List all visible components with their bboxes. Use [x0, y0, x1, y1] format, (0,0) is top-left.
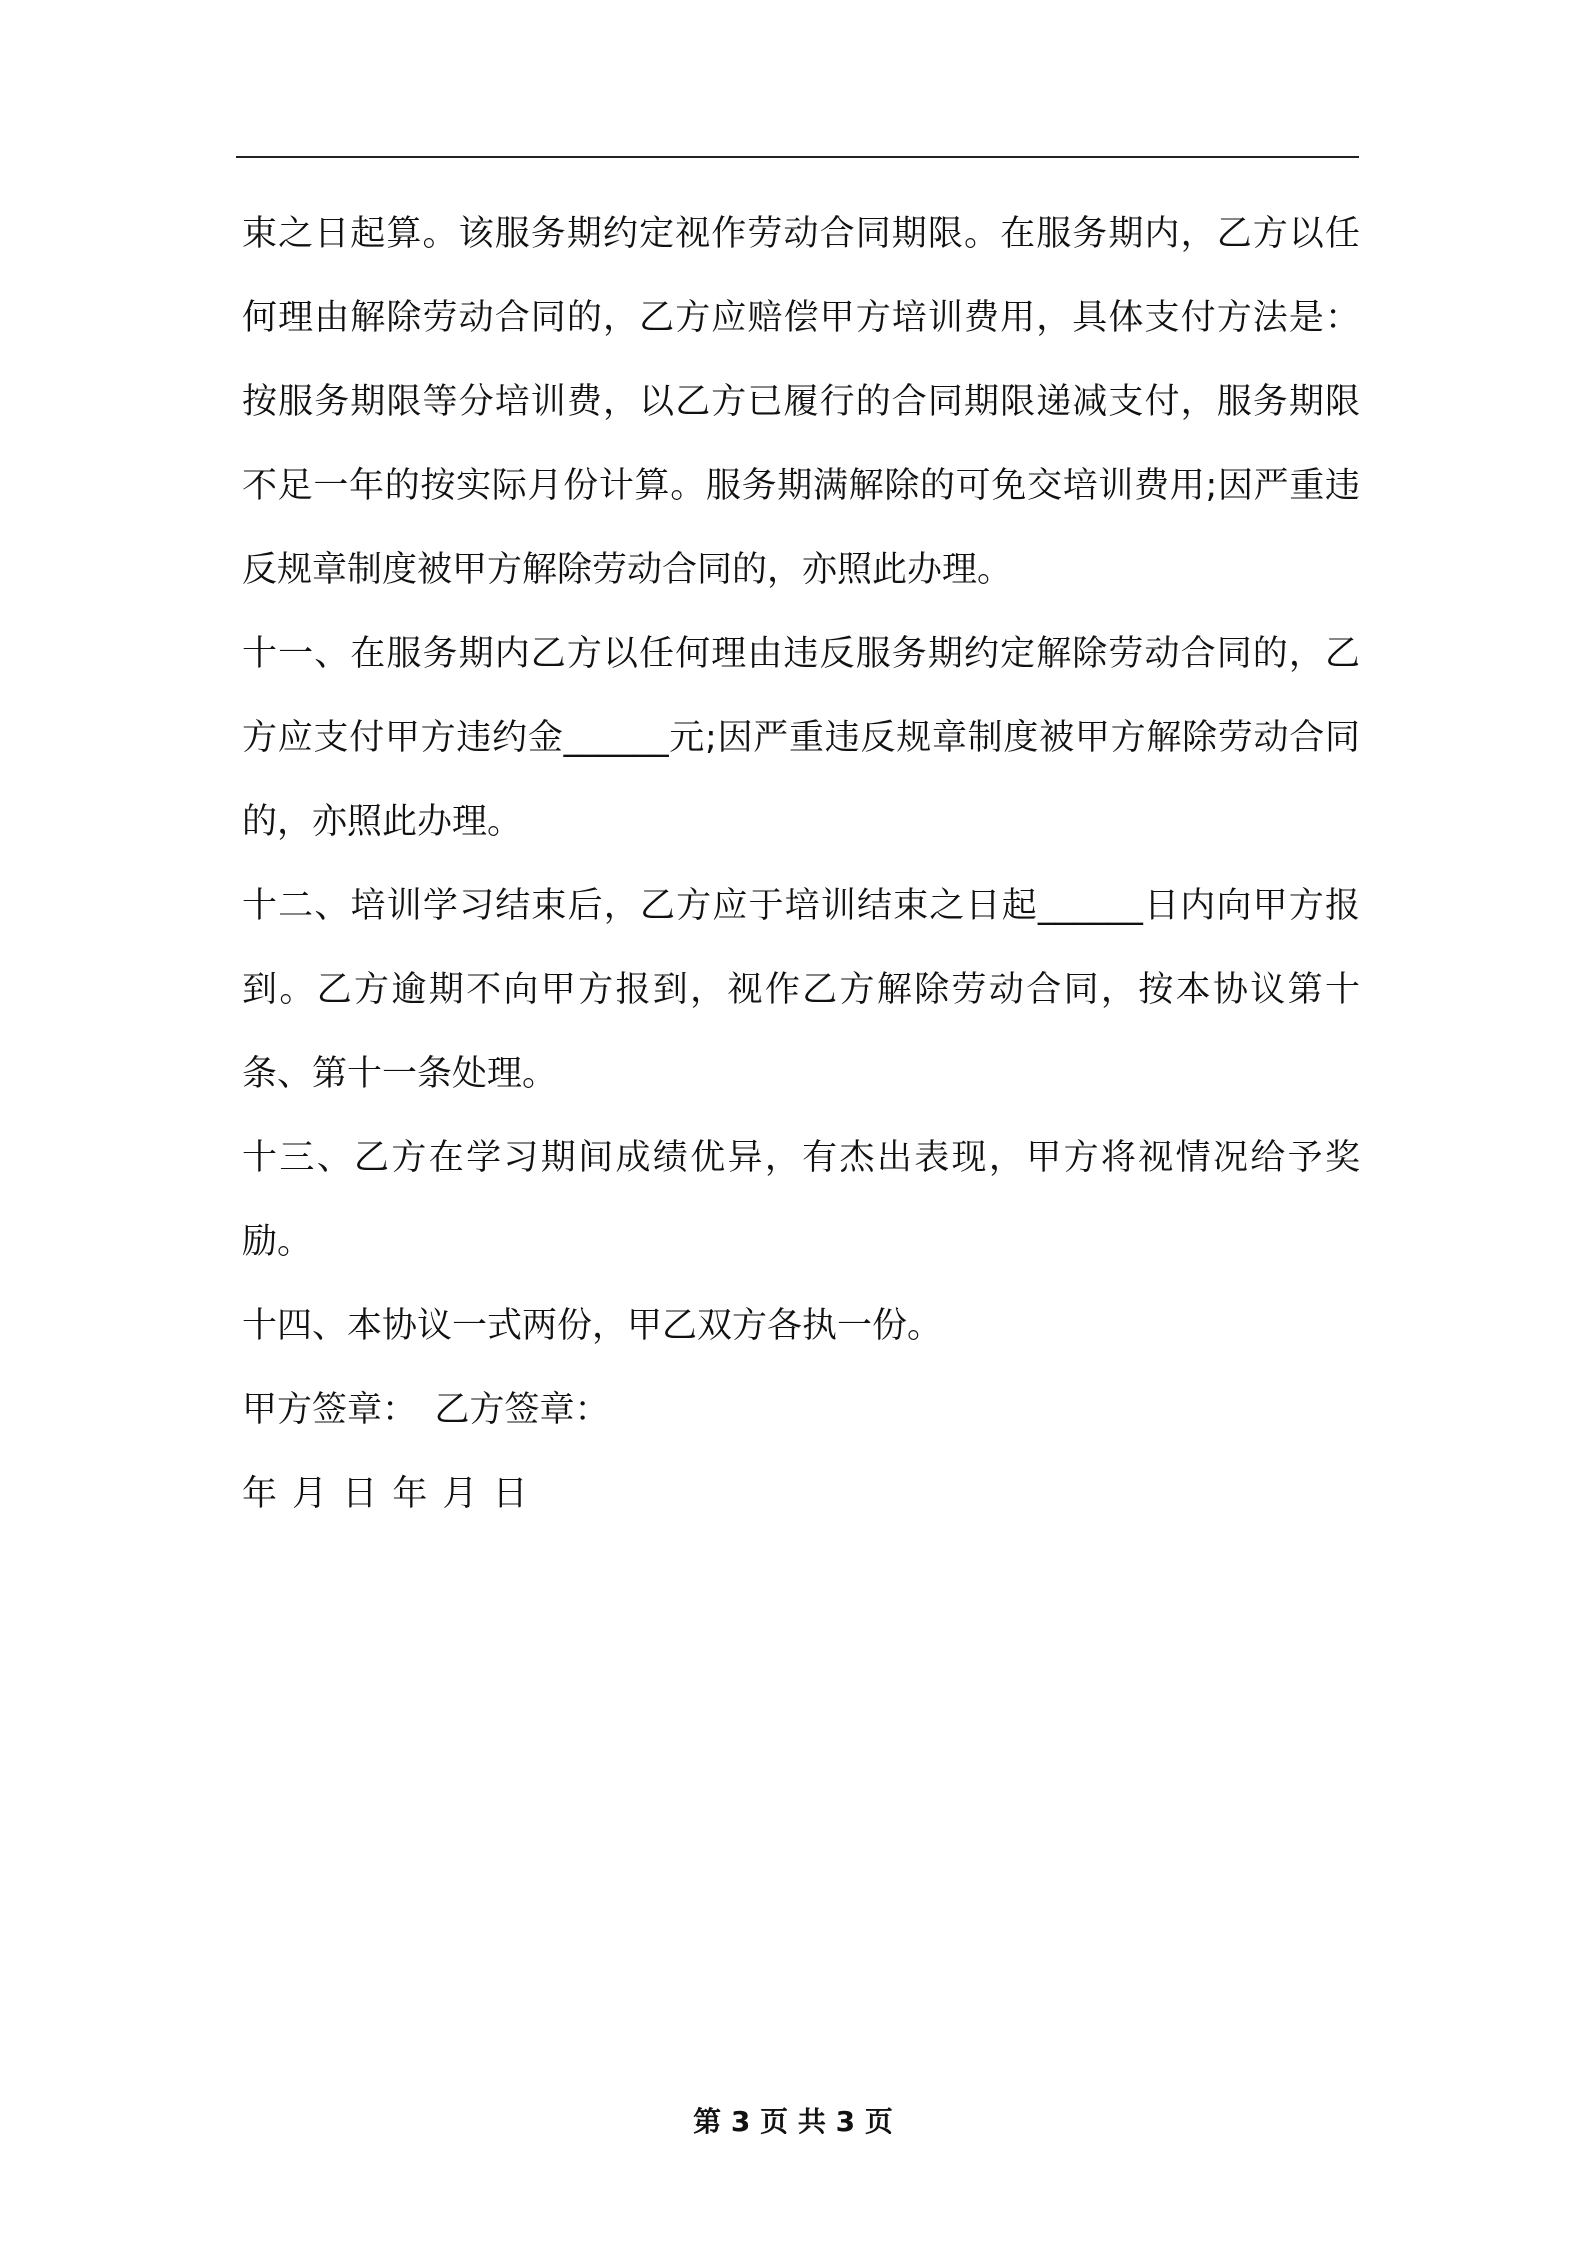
date-line: 年 月 日 年 月 日 — [242, 1474, 530, 1514]
signature-line: 甲方签章： 乙方签章： — [242, 1390, 610, 1430]
header-rule — [236, 156, 1359, 158]
document-body — [242, 192, 1360, 1536]
clause-12: 十二、培训学习结束后，乙方应于培训结束之日起______日内向甲方报到。乙方逾期不向甲方报到，视作乙方解除劳动合同，按本协议第十条、第十一条处理。 — [242, 886, 1360, 1094]
paragraph-continuation: 束之日起算。该服务期约定视作劳动合同期限。在服务期内，乙方以任何理由解除劳动合同的，乙方应赔偿甲方培训费用，具体支付方法是：按服务期限等分培训费，以乙方已履行的合同期限递减支付，服务期限不足一年的按实际月份计算。服务期满解除的可免交培训费用;因严重违反规章制度被甲方解除劳动合同的，亦照此办理。 — [242, 214, 1360, 590]
clause-14: 十四、本协议一式两份，甲乙双方各执一份。 — [242, 1306, 943, 1346]
clause-13: 十三、乙方在学习期间成绩优异，有杰出表现，甲方将视情况给予奖励。 — [242, 1138, 1360, 1262]
clause-11: 十一、在服务期内乙方以任何理由违反服务期约定解除劳动合同的，乙方应支付甲方违约金______元;因严重违反规章制度被甲方解除劳动合同的，亦照此办理。 — [242, 634, 1360, 842]
page-number: 第 3 页 共 3 页 — [693, 2105, 893, 2138]
